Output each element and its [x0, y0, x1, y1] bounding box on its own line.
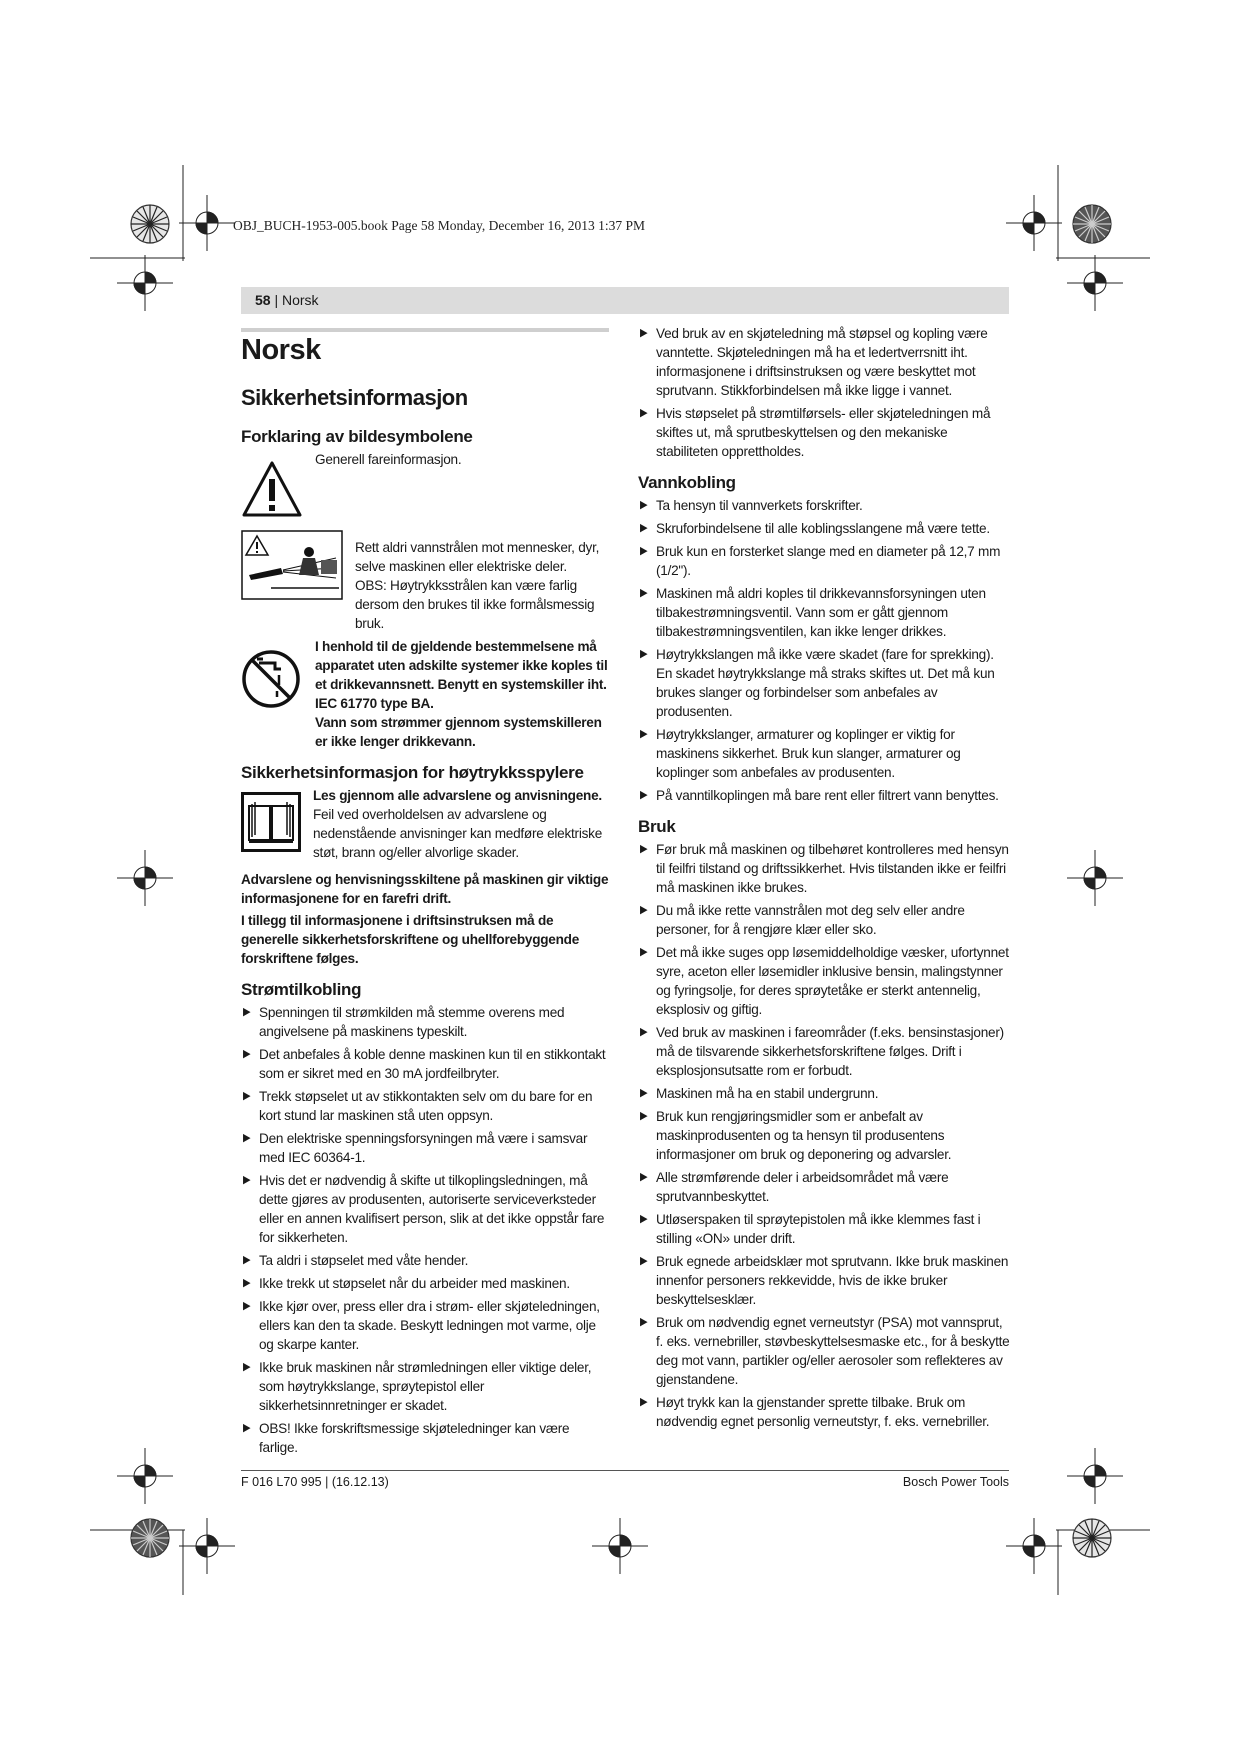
hp-paragraph-2: I tillegg til informasjonene i driftsinstruksen må de generelle sikkerhetsforskriftene og uhellforebyggende forskriftene følges.: [241, 913, 580, 966]
list-item: ▶ Alle strømførende deler i arbeidsområdet må være sprutvannbeskyttet.: [638, 1168, 1010, 1206]
hp-heading: Sikkerhetsinformasjon for høytrykksspylere: [241, 763, 584, 782]
extension-cable-list: [638, 324, 1010, 461]
page-number: 58: [255, 292, 271, 308]
list-item: ▶ Spenningen til strømkilden må stemme overens med angivelsene på maskinens typeskilt.: [241, 1003, 609, 1041]
symbol-drinkwater-text-1: I henhold til de gjeldende bestemmelsene må apparatet uten adskilte systemer ikke koples til et drikkevannsnett. Benytt en systemskiller iht. IEC 61770 type BA.: [315, 639, 608, 711]
book-text: Feil ved overholdelsen av advarslene og nedenstående anvisninger kan medføre elektriske støt, brann og/eller alvorlige skader.: [313, 807, 602, 860]
list-item: ▶ Bruk kun rengjøringsmidler som er anbefalt av maskinprodusenten og ta hensyn til produsentens informasjoner om bruk og deponering og advarsler.: [638, 1107, 1010, 1164]
list-item: ▶ Trekk støpselet ut av stikkontakten selv om du bare for en kort stund lar maskinen stå uten oppsyn.: [241, 1087, 609, 1125]
book-text-bold: Les gjennom alle advarslene og anvisningene.: [313, 788, 602, 803]
section-title: Sikkerhetsinformasjon: [241, 385, 468, 410]
list-item: ▶ Ta hensyn til vannverkets forskrifter.: [638, 496, 1010, 515]
symbol-general-text: Generell fareinformasjon.: [315, 452, 462, 467]
header-section: Norsk: [282, 292, 319, 308]
list-item: ▶ OBS! Ikke forskriftsmessige skjøteledninger kan være farlige.: [241, 1419, 609, 1457]
warning-triangle-icon: [241, 460, 303, 520]
list-item: ▶ Høytrykkslangen må ikke være skadet (fare for sprekking). En skadet høytrykkslange må straks skiftes ut. Det må kun brukes slanger og forbindelser som anbefales av produsenten.: [638, 645, 1010, 721]
vann-heading: Vannkobling: [638, 473, 736, 492]
list-item: ▶ Ved bruk av en skjøteledning må støpsel og kopling være vanntette. Skjøteledningen må ha et ledertverrsnitt iht. informasjonene i driftsinstruksen og være beskyttet mot sprutvann. Stikkforbindelsen må ikke ligge i vannet.: [638, 324, 1010, 400]
list-item: ▶ Bruk om nødvendig egnet verneutstyr (PSA) mot vannsprut, f. eks. vernebriller, støvbeskyttelsesmaske etc., for å beskytte deg mot vann, partikler og/eller aerosoler som reflekteres av gjenstandene.: [638, 1313, 1010, 1389]
list-item: ▶ Ikke bruk maskinen når strømledningen eller viktige deler, som høytrykkslange, sprøytepistol eller sikkerhetsinnretninger er skadet.: [241, 1358, 609, 1415]
manual-book-icon: [241, 792, 301, 852]
list-item: ▶ Bruk egnede arbeidsklær mot sprutvann. Ikke bruk maskinen innenfor personers rekkevidde, hvis de ikke bruker beskyttelsesklær.: [638, 1252, 1010, 1309]
list-item: ▶ Ved bruk av maskinen i fareområder (f.eks. bensinstasjoner) må de tilsvarende sikkerhetsforskriftene følges. Drift i eksplosjonsutsatte rom er forbudt.: [638, 1023, 1010, 1080]
bruk-list: [638, 840, 1010, 1431]
symbol-spray-text-1: Rett aldri vannstrålen mot mennesker, dyr, selve maskinen eller elektriske deler.: [355, 540, 600, 574]
list-item: ▶ Før bruk må maskinen og tilbehøret kontrolleres med hensyn til feilfri tilstand og driftssikkerhet. Hvis tilstanden ikke er feilfri må maskinen ikke brukes.: [638, 840, 1010, 897]
list-item: ▶ Maskinen må ha en stabil undergrunn.: [638, 1084, 1010, 1103]
list-item: ▶ Den elektriske spenningsforsyningen må være i samsvar med IEC 60364-1.: [241, 1129, 609, 1167]
list-item: ▶ Du må ikke rette vannstrålen mot deg selv eller andre personer, for å rengjøre klær eller sko.: [638, 901, 1010, 939]
list-item: ▶ Utløserspaken til sprøytepistolen må ikke klemmes fast i stilling «ON» under drift.: [638, 1210, 1010, 1248]
no-drinking-water-icon: [241, 645, 303, 711]
footer-brand: Bosch Power Tools: [902, 1475, 1009, 1489]
list-item: ▶ Maskinen må aldri koples til drikkevannsforsyningen uten tilbakestrømningsventil. Vann som er gått gjennom tilbakestrømningsventilen, kan ikke lenger drikkes.: [638, 584, 1010, 641]
list-item: ▶ Høyt trykk kan la gjenstander sprette tilbake. Bruk om nødvendig egnet personlig verneutstyr, f. eks. vernebriller.: [638, 1393, 1010, 1431]
bruk-heading: Bruk: [638, 817, 676, 836]
symbol-drinkwater-text-2: Vann som strømmer gjennom systemskilleren er ikke lenger drikkevann.: [315, 715, 602, 749]
list-item: ▶ Hvis det er nødvendig å skifte ut tilkoplingsledningen, må dette gjøres av produsenten, autoriserte serviceverkstеder eller en annen kvalifisert person, slik at det ikke oppstår fare for sikkerheten.: [241, 1171, 609, 1247]
symbols-heading: Forklaring av bildesymbolene: [241, 427, 473, 446]
title-rule: [241, 328, 609, 332]
list-item: ▶ Bruk kun en forsterket slange med en diameter på 12,7 mm (1/2").: [638, 542, 1010, 580]
strom-heading: Strømtilkobling: [241, 980, 362, 999]
list-item: ▶ På vanntilkoplingen må bare rent eller filtrert vann benyttes.: [638, 786, 1010, 805]
list-item: ▶ Ta aldri i støpselet med våte hender.: [241, 1251, 609, 1270]
symbol-book-row: [241, 786, 609, 862]
print-info: OBJ_BUCH-1953-005.book Page 58 Monday, December 16, 2013 1:37 PM: [233, 218, 645, 233]
list-item: ▶ Ikke kjør over, press eller dra i strøm- eller skjøteledningen, ellers kan den ta skade. Beskytt ledningen mot varme, olje og skarpe kanter.: [241, 1297, 609, 1354]
symbol-spray-text-2: OBS: Høytrykksstrålen kan være farlig dersom den brukes til ikke formålsmessig bruk.: [355, 578, 595, 631]
page-title: Norsk: [241, 334, 321, 366]
list-item: ▶ Høytrykkslanger, armaturer og koplinger er viktig for maskinens sikkerhet. Bruk kun slanger, armaturer og koplinger som anbefales av produsenten.: [638, 725, 1010, 782]
list-item: ▶ Ikke trekk ut støpselet når du arbeider med maskinen.: [241, 1274, 609, 1293]
list-item: ▶ Skruforbindelsene til alle koblingsslangene må være tette.: [638, 519, 1010, 538]
vann-list: [638, 496, 1010, 805]
left-column: [241, 328, 609, 1461]
page-header: 58 | Norsk: [241, 287, 1009, 314]
list-item: ▶ Det må ikke suges opp løsemiddelholdige væsker, ufortynnet syre, aceton eller løsemidler inklusive bensin, malingstynner og fyringsolje, for deres sprøytetåke er sterkt antennelig, eksplosiv og giftig.: [638, 943, 1010, 1019]
symbol-spray-row: [241, 530, 609, 633]
strom-list: [241, 1003, 609, 1457]
footer-rule: [241, 1470, 1009, 1471]
spray-warning-icon: [241, 530, 343, 600]
hp-paragraph-1: Advarslene og henvisningsskiltene på maskinen gir viktige informasjonene for en farefri drift.: [241, 872, 609, 906]
right-column: [638, 324, 1010, 1435]
footer-doc-id: F 016 L70 995 | (16.12.13): [241, 1475, 389, 1489]
list-item: ▶ Det anbefales å koble denne maskinen kun til en stikkontakt som er sikret med en 30 mA jordfeilbryter.: [241, 1045, 609, 1083]
list-item: ▶ Hvis støpselet på strømtilførsels- eller skjøteledningen må skiftes ut, må sprutbeskyttelsen og den mekaniske stabiliteten opprettholdes.: [638, 404, 1010, 461]
symbol-general-row: [241, 450, 609, 520]
symbol-drinkwater-row: [241, 637, 609, 751]
